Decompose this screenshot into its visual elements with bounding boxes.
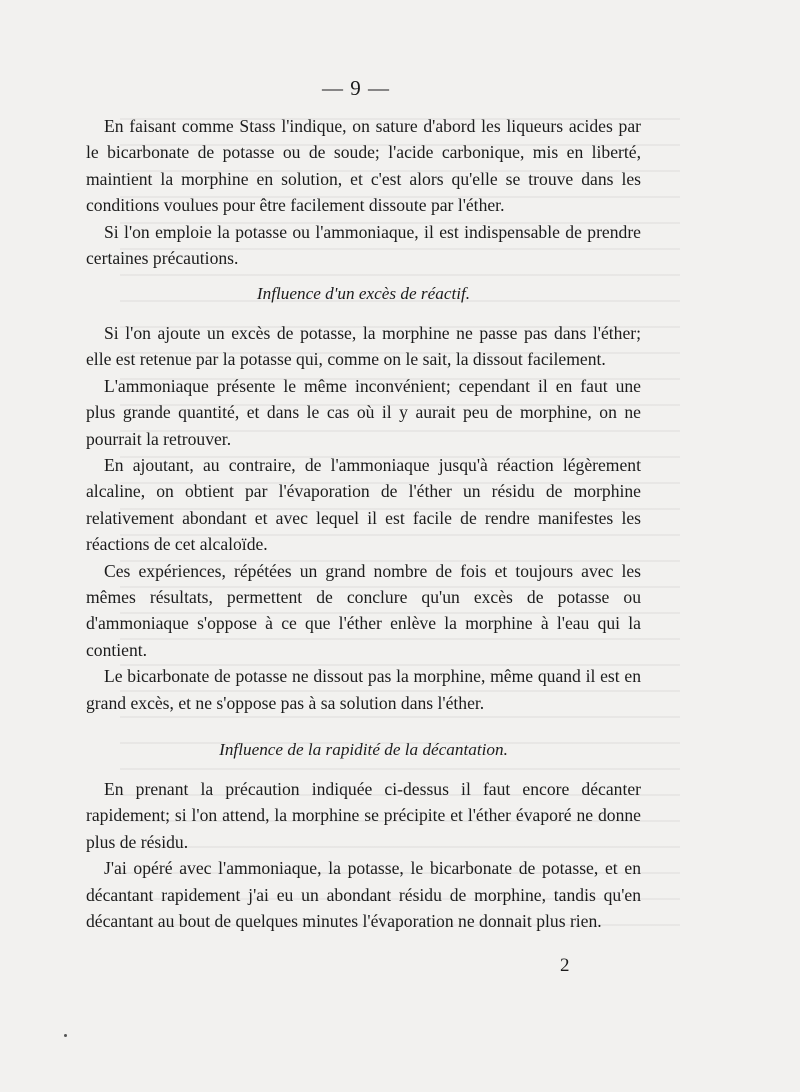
text-section-5 — [86, 776, 641, 934]
paper-speck — [64, 1034, 67, 1037]
text-section-3 — [86, 320, 641, 716]
text-section-4 — [86, 737, 641, 763]
paragraph: En prenant la précaution indiquée ci-dessus il faut encore décanter rapidement; si l'on attend, la morphine se précipite et l'éther évaporé ne donne plus de résidu. — [86, 779, 641, 852]
text-section-1 — [86, 113, 641, 271]
section-heading: Influence de la rapidité de la décantation. — [219, 740, 508, 759]
paragraph: Si l'on ajoute un excès de potasse, la morphine ne passe pas dans l'éther; elle est retenue par la potasse qui, comme on le sait, la dissout facilement. — [86, 323, 641, 370]
paragraph: Ces expériences, répétées un grand nombre de fois et toujours avec les mêmes résultats, permettent de conclure qu'un excès de potasse ou d'ammoniaque s'oppose à ce que l'éther enlève la morphine à l'eau qui la contient. — [86, 560, 641, 660]
paragraph: Le bicarbonate de potasse ne dissout pas la morphine, même quand il est en grand excès, et ne s'oppose pas à sa solution dans l'éther. — [86, 666, 641, 713]
signature-mark: 2 — [560, 955, 570, 976]
section-heading: Influence d'un excès de réactif. — [256, 284, 471, 303]
paragraph: En ajoutant, au contraire, de l'ammoniaque jusqu'à réaction légèrement alcaline, on obtient par l'évaporation de l'éther un résidu de morphine relativement abondant et avec lequel il est facile de rendre manifestes les réactions de cet alcaloïde. — [86, 455, 641, 555]
paragraph: Si l'on emploie la potasse ou l'ammoniaque, il est indispensable de prendre certaines précautions. — [86, 221, 641, 269]
paragraph: J'ai opéré avec l'ammoniaque, la potasse, le bicarbonate de potasse, et en décantant rapidement j'ai eu un abondant résidu de morphine, tandis qu'en décantant au bout de quelques minutes l'évaporation ne donnait plus rien. — [86, 858, 641, 932]
paragraph: En faisant comme Stass l'indique, on sature d'abord les liqueurs acides par le bicarbonate de potasse ou de soude; l'acide carbonique, mis en liberté, maintient la morphine en solution, et c'est alors qu'elle se trouve dans les conditions voulues pour être facilement dissoute par l'éther. — [86, 116, 641, 216]
text-section-2 — [86, 281, 641, 307]
page-number: — 9 — — [322, 76, 390, 100]
paragraph: L'ammoniaque présente le même inconvénient; cependant il en faut une plus grande quantité, et dans le cas où il y aurait peu de morphine, on ne pourrait la retrouver. — [86, 375, 641, 449]
